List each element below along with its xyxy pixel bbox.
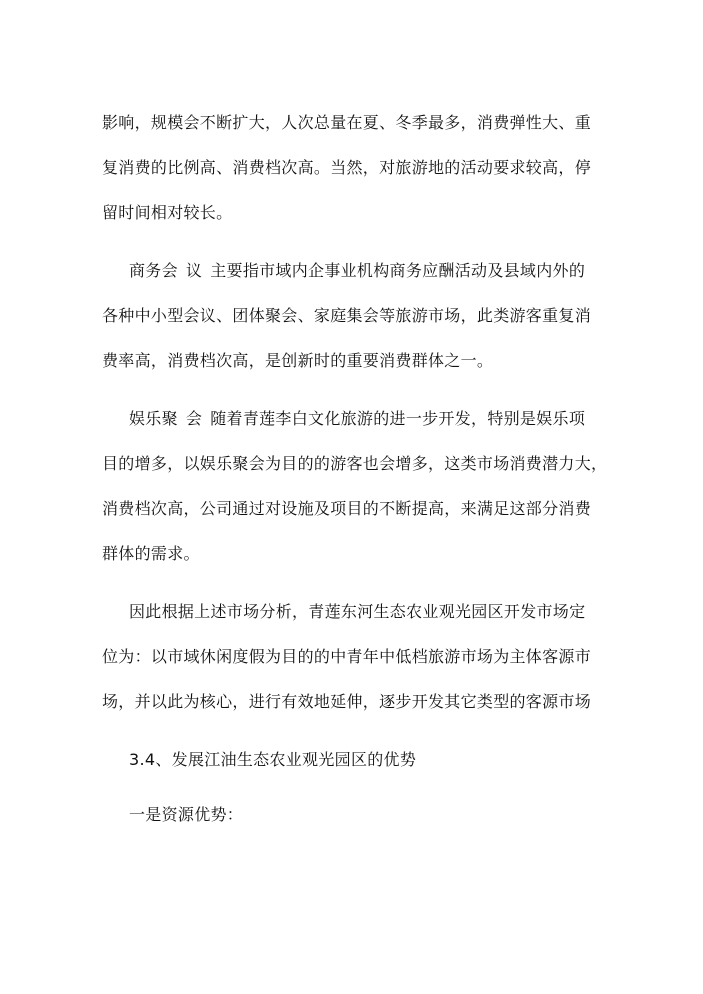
paragraph-first-line: 因此根据上述市场分析，青莲东河生态农业观光园区开发市场定 [129, 602, 586, 621]
paragraph-line: 场，并以此为核心，进行有效地延伸，逐步开发其它类型的客源市场 [102, 692, 592, 711]
paragraph-line: 消费档次高，公司通过对设施及项目的不断提高，来满足这部分消费 [102, 499, 592, 518]
paragraph-line: 影响，规模会不断扩大，人次总量在夏、冬季最多，消费弹性大、重 [102, 113, 592, 132]
paragraph-first-line [129, 409, 703, 429]
subheading: 一是资源优势： [129, 805, 244, 824]
paragraph-text: 主要指市域内企事业机构商务应酬活动及县域内外的 [210, 261, 586, 280]
segment-term: 会 [185, 409, 203, 428]
segment-term: 商务会 [129, 261, 178, 280]
section-heading: 3.4、发展江油生态农业观光园区的优势 [129, 750, 417, 769]
paragraph-line: 各种中小型会议、团体聚会、家庭集会等旅游市场，此类游客重复消 [102, 306, 592, 325]
paragraph-line: 群体的需求。 [102, 544, 200, 563]
paragraph-line: 费率高，消费档次高，是创新时的重要消费群体之一。 [102, 351, 494, 370]
paragraph-first-line [129, 261, 703, 281]
paragraph-line: 位为：以市域休闲度假为目的的中青年中低档旅游市场为主体客源市 [102, 647, 592, 666]
paragraph-line: 留时间相对较长。 [102, 203, 233, 222]
paragraph-line: 复消费的比例高、消费档次高。当然，对旅游地的活动要求较高，停 [102, 158, 592, 177]
paragraph-line: 目的增多，以娱乐聚会为目的的游客也会增多，这类市场消费潜力大， [102, 454, 608, 473]
segment-term: 娱乐聚 [129, 409, 178, 428]
paragraph-text: 随着青莲李白文化旅游的进一步开发，特别是娱乐项 [210, 409, 586, 428]
segment-term: 议 [185, 261, 203, 280]
